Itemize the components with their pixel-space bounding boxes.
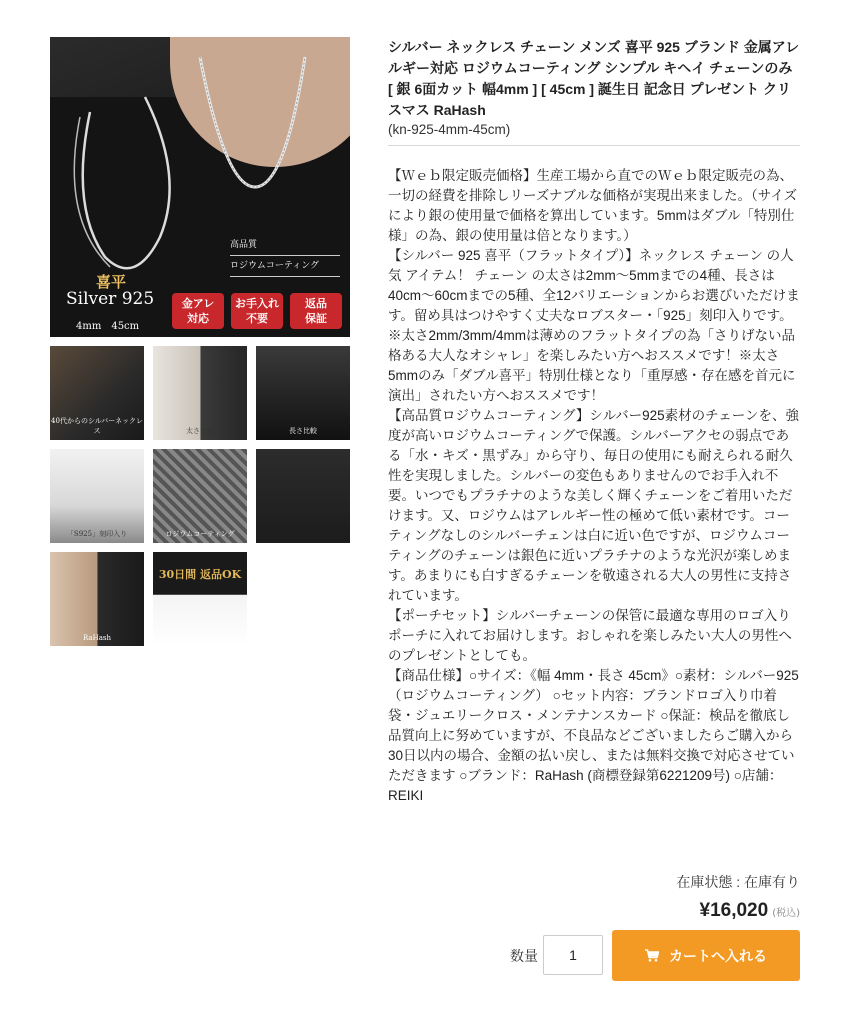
cart-row <box>500 930 800 982</box>
thumbnail-caption: 「S925」刻印入り <box>66 530 128 538</box>
cart-icon <box>645 949 659 962</box>
thumbnail-2[interactable] <box>153 346 247 440</box>
quantity-label: 数量 <box>510 948 538 964</box>
product-code: (kn-925-4mm-45cm) <box>388 122 511 137</box>
thumbnail-7[interactable] <box>50 552 144 646</box>
thumbnail-caption: 太さ比較 <box>186 427 214 435</box>
quality-label <box>230 237 340 279</box>
quality-line-1: 高品質 <box>230 240 258 250</box>
thumbnail-4[interactable] <box>50 449 144 543</box>
thumbnail-6[interactable] <box>256 449 350 543</box>
badge-line: 金アレ <box>181 297 215 310</box>
thumbnail-caption: 30日間 返品OK <box>158 568 242 581</box>
quality-divider <box>230 276 340 277</box>
product-description: 【Ｗｅｂ限定販売価格】生産工場から直でのＷｅｂ限定販売の為、一切の経費を排除しリーズナブルな価格が実現出来ました。（サイズにより銀の使用量で価格を算出しています。5mmはダブル「特別仕様」の為、銀の使用量は倍となります。） 【シルバー 925 喜平（フラットタイプ）】ネックレス チェーン の人気 アイテム！ チェーン の太さは2mm〜5mmまでの4種、長さは40cm〜60cmまでの5種、全12バリエーションからお選びいただけます。留め具はつけやすく丈夫なロブスター・「925」刻印入りです。※太さ2mm/3mm/4mmは薄めのフラットタイプの為「さりげない品格ある大人なオシャレ」を楽しみたい方へおススメです！※太さ5mmのみ「ダブル喜平」特別仕様となり「重厚感・存在感を首元に演出」されたい方へおススメです！ 【高品質ロジウムコーティング】シルバー925素材のチェーンを、強度が高いロジウムコーティングで保護。シルバーアクセの弱点である「水・キズ・黒ずみ」から守り、毎日の使用にも耐えられる耐久性を実現しました。シルバーの変色もありませんのでお手入れ不要。いつでもプラチナのような美しく輝くチェーンをご着用いただけます。又、ロジウムはアレルギー性の極めて低い素材です。コーティングなしのシルバーチェンは白に近い色ですが、ロジウムコーティングのチェーンは銀色に近いプラチナのような光沢が楽しめます。あまりにも白すぎるチェーンを敬遠される大人の男性に支持されています。 【ポーチセット】シルバーチェーンの保管に最適な専用のロゴ入りポーチに入れてお届けします。おしゃれを楽しみたい大人の男性へのプレゼントとしても。 【商品仕様】○サイズ：《幅 4mm・長さ 45cm》○素材：シルバー925（ロジウムコーティング） ○セット内容：ブランドロゴ入り巾着袋・ジュエリークロス・メンテナンスカード ○保証：検品を徹底し品質向上に努めていますが、不良品などございましたらご購入から30日以内の場合、金額の払い戻し、または無料交換で対応させていただきます ○ブランド：RaHash (商標登録第6221209号) ○店舗：REIKI <box>388 168 800 803</box>
tax-note: (税込) <box>772 908 800 919</box>
quality-divider <box>230 255 340 256</box>
thumbnail-caption: 40代からのシルバーネックレス <box>51 417 143 435</box>
product-title: シルバー ネックレス チェーン メンズ 喜平 925 ブランド 金属アレルギー対応 ロジウムコーティング シンプル キヘイ チェーンのみ [ 銀 6面カット 幅4mm ] [ 45cm ] 誕生日 記念日 プレゼント クリスマス RaHash <box>388 39 800 118</box>
thumbnail-caption: ロジウムコーティング <box>165 530 235 538</box>
price-row <box>380 900 800 922</box>
thumbnail-caption: 長さ比較 <box>289 427 317 435</box>
thumbnail-8[interactable] <box>153 552 247 646</box>
badge-line: 保証 <box>305 312 327 325</box>
purchase-panel <box>380 872 800 964</box>
main-product-image <box>50 37 350 337</box>
stock-status: 在庫状態 : 在庫有り <box>676 874 800 890</box>
size-label: 4mm 45cm <box>76 321 140 332</box>
price: ¥16,020 <box>699 900 769 921</box>
badge-line: 返品 <box>305 297 327 310</box>
thumbnail-5[interactable] <box>153 449 247 543</box>
quality-line-2: ロジウムコーティング <box>230 261 320 271</box>
badge-care <box>231 293 283 329</box>
thumbnail-caption: RaHash <box>83 634 111 642</box>
add-to-cart-button[interactable] <box>612 930 800 981</box>
thumbnail-3[interactable] <box>256 346 350 440</box>
badge-line: 不要 <box>246 312 268 325</box>
silver-label: Silver 925 <box>66 289 155 309</box>
add-to-cart-label: カートへ入れる <box>669 947 767 964</box>
badge-allergy <box>172 293 224 329</box>
badge-line: お手入れ <box>235 297 279 310</box>
badge-return <box>290 293 342 329</box>
quantity-input[interactable] <box>543 935 603 975</box>
title-divider <box>388 145 800 146</box>
product-info <box>388 37 800 806</box>
kihei-label: 喜平 <box>96 273 127 291</box>
thumbnail-1[interactable] <box>50 346 144 440</box>
badge-line: 対応 <box>187 312 209 325</box>
